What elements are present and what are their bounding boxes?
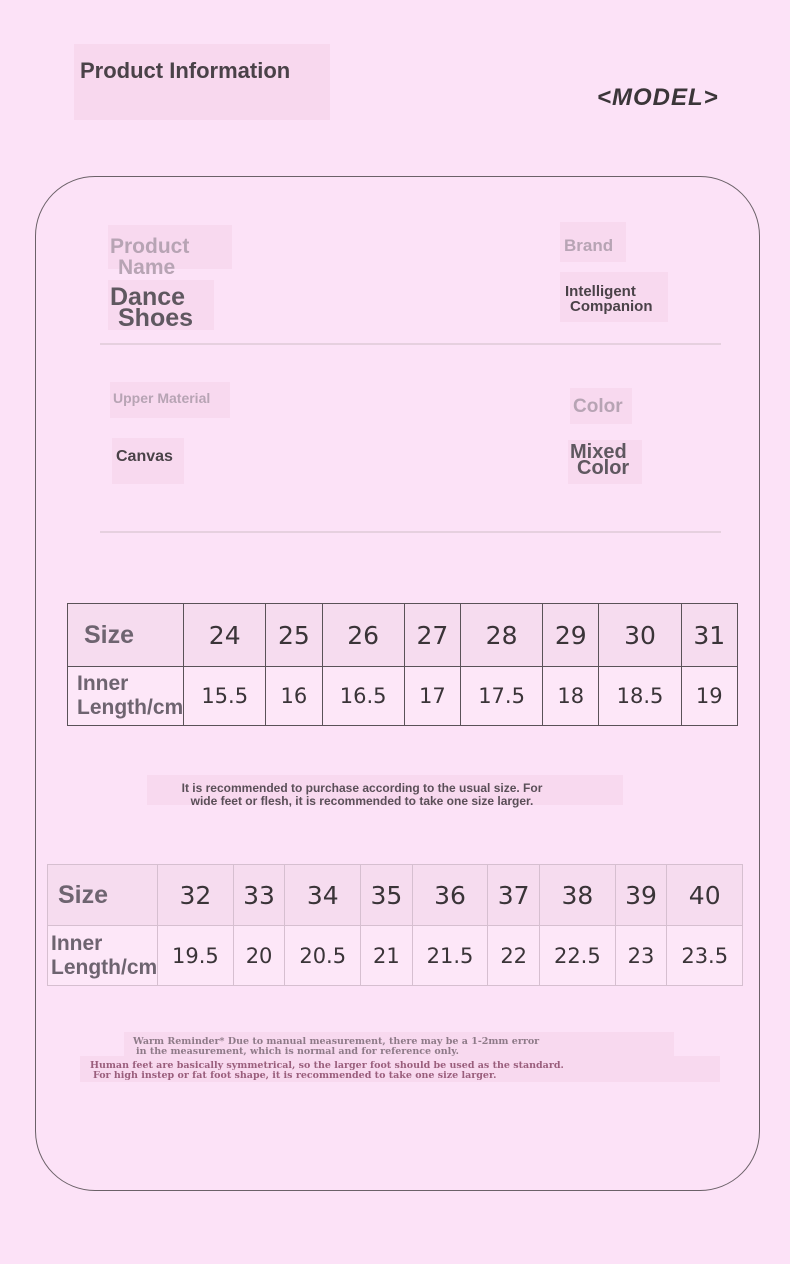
product-name-value: Dance Shoes bbox=[110, 283, 194, 333]
length-cell: 20 bbox=[233, 926, 285, 986]
length-cell: 23 bbox=[615, 926, 667, 986]
divider bbox=[100, 531, 721, 533]
length-cell: 18 bbox=[543, 667, 599, 726]
length-cell: 20.5 bbox=[285, 926, 360, 986]
length-cell: 16.5 bbox=[322, 667, 404, 726]
size-table-1 bbox=[67, 603, 738, 726]
size-cell: 24 bbox=[184, 604, 266, 667]
size-cell: 40 bbox=[667, 865, 743, 926]
table-row bbox=[68, 604, 738, 667]
length-cell: 17.5 bbox=[461, 667, 543, 726]
upper-material-label: Upper Material bbox=[113, 390, 211, 406]
size-cell: 34 bbox=[285, 865, 360, 926]
size-header: Size bbox=[48, 865, 158, 926]
size-header: Size bbox=[68, 604, 184, 667]
warm-reminder: Warm Reminder* Due to manual measurement, there may be a 1-2mm error in the measurement, which is normal and for reference only. bbox=[133, 1036, 540, 1058]
length-cell: 21.5 bbox=[412, 926, 487, 986]
size-cell: 25 bbox=[266, 604, 322, 667]
length-cell: 19.5 bbox=[158, 926, 233, 986]
size-cell: 32 bbox=[158, 865, 233, 926]
size-cell: 37 bbox=[488, 865, 540, 926]
length-cell: 22 bbox=[488, 926, 540, 986]
size-cell: 28 bbox=[461, 604, 543, 667]
foot-advice: Human feet are basically symmetrical, so the larger foot should be used as the standard. For high instep or fat foot shape, it is recommended to take one size larger. bbox=[90, 1060, 564, 1082]
product-name-label: Product Name bbox=[110, 235, 190, 279]
size-cell: 38 bbox=[540, 865, 615, 926]
length-cell: 22.5 bbox=[540, 926, 615, 986]
brand-value: Intelligent Companion bbox=[565, 283, 653, 315]
size-table-2 bbox=[47, 864, 743, 986]
brand-label: Brand bbox=[564, 236, 614, 255]
size-cell: 26 bbox=[322, 604, 404, 667]
color-value: Mixed Color bbox=[570, 441, 630, 479]
size-cell: 33 bbox=[233, 865, 285, 926]
page-title: Product Information bbox=[74, 44, 330, 120]
size-cell: 29 bbox=[543, 604, 599, 667]
length-cell: 16 bbox=[266, 667, 322, 726]
length-cell: 21 bbox=[360, 926, 412, 986]
length-cell: 17 bbox=[404, 667, 460, 726]
length-cell: 23.5 bbox=[667, 926, 743, 986]
length-cell: 19 bbox=[681, 667, 737, 726]
model-label: <MODEL> bbox=[597, 84, 719, 111]
table-row bbox=[48, 926, 743, 986]
inner-length-header: Inner Length/cm bbox=[48, 926, 158, 986]
length-cell: 18.5 bbox=[599, 667, 681, 726]
size-cell: 27 bbox=[404, 604, 460, 667]
inner-length-header: Inner Length/cm bbox=[68, 667, 184, 726]
divider bbox=[100, 343, 721, 345]
size-cell: 39 bbox=[615, 865, 667, 926]
size-advice-note: It is recommended to purchase according to the usual size. For wide feet or flesh, it is recommended to take one size larger. bbox=[181, 781, 543, 808]
size-cell: 30 bbox=[599, 604, 681, 667]
size-cell: 35 bbox=[360, 865, 412, 926]
table-row bbox=[68, 667, 738, 726]
size-cell: 36 bbox=[412, 865, 487, 926]
size-cell: 31 bbox=[681, 604, 737, 667]
upper-material-value: Canvas bbox=[116, 448, 173, 465]
table-row bbox=[48, 865, 743, 926]
color-label: Color bbox=[573, 396, 623, 417]
length-cell: 15.5 bbox=[184, 667, 266, 726]
